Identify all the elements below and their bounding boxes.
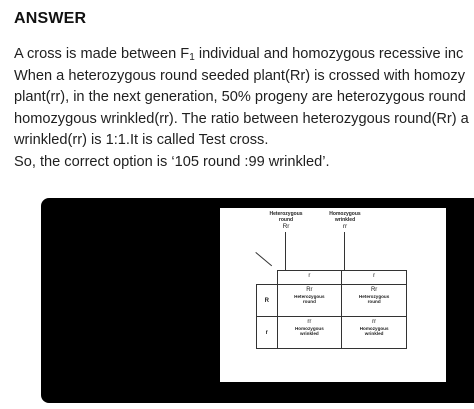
punnett-square [256, 270, 407, 349]
cell-genotype: Rr [306, 287, 313, 293]
punnett-row-header: r [257, 317, 278, 349]
punnett-cell [342, 317, 407, 349]
cell-phenotype: round [367, 299, 381, 305]
cell-genotype: rr [372, 319, 377, 325]
answer-text [14, 44, 474, 173]
corner-diagonal [255, 252, 272, 266]
cell-phenotype: Homozygous [359, 326, 389, 331]
answer-line-4: homozygous wrinkled(rr). The ratio between heterozygous round(Rr) a [14, 110, 469, 127]
answer-line-3: plant(rr), in the next generation, 50% progeny are heterozygous round [14, 89, 466, 105]
parent2-label: Homozygous wrinkled [329, 211, 361, 223]
punnett-square-figure [220, 208, 446, 382]
cell-phenotype: Homozygous [294, 326, 324, 331]
answer-line-6: So, the correct option is ‘105 round :99 wrinkled’. [14, 153, 330, 170]
punnett-cell [342, 285, 407, 317]
cell-phenotype: Heterozygous [358, 294, 390, 299]
parent1-label: Heterozygous round [269, 211, 303, 223]
answer-line-1: A cross is made between $F_1$ individual and homozygous recessive inc [14, 46, 464, 63]
cell-genotype: Rr [370, 287, 378, 293]
subscript-1: 1 [189, 52, 195, 63]
punnett-col-header: r [277, 271, 342, 285]
cell-phenotype: round [302, 299, 316, 305]
answer-line-5: wrinkled(rr) is 1:1.It is called Test cross. [14, 132, 269, 148]
cell-phenotype: wrinkled [300, 331, 319, 337]
cell-phenotype: Heterozygous [294, 294, 325, 299]
punnett-cell [277, 285, 342, 317]
answer-heading: ANSWER [14, 10, 87, 27]
answer-line-2: When a heterozygous round seeded plant(Rr) is crossed with homozy [14, 67, 466, 84]
cell-phenotype: wrinkled [364, 331, 384, 337]
punnett-row-header: R [257, 285, 278, 317]
connector-line-left [285, 232, 286, 270]
connector-line-right [344, 232, 345, 270]
parent2-genotype: rr [342, 223, 348, 230]
punnett-col-header: r [342, 271, 407, 285]
cell-genotype: rr [307, 319, 312, 325]
punnett-cell [277, 317, 342, 349]
punnett-corner [257, 271, 278, 285]
parent1-genotype: Rr [282, 223, 290, 230]
